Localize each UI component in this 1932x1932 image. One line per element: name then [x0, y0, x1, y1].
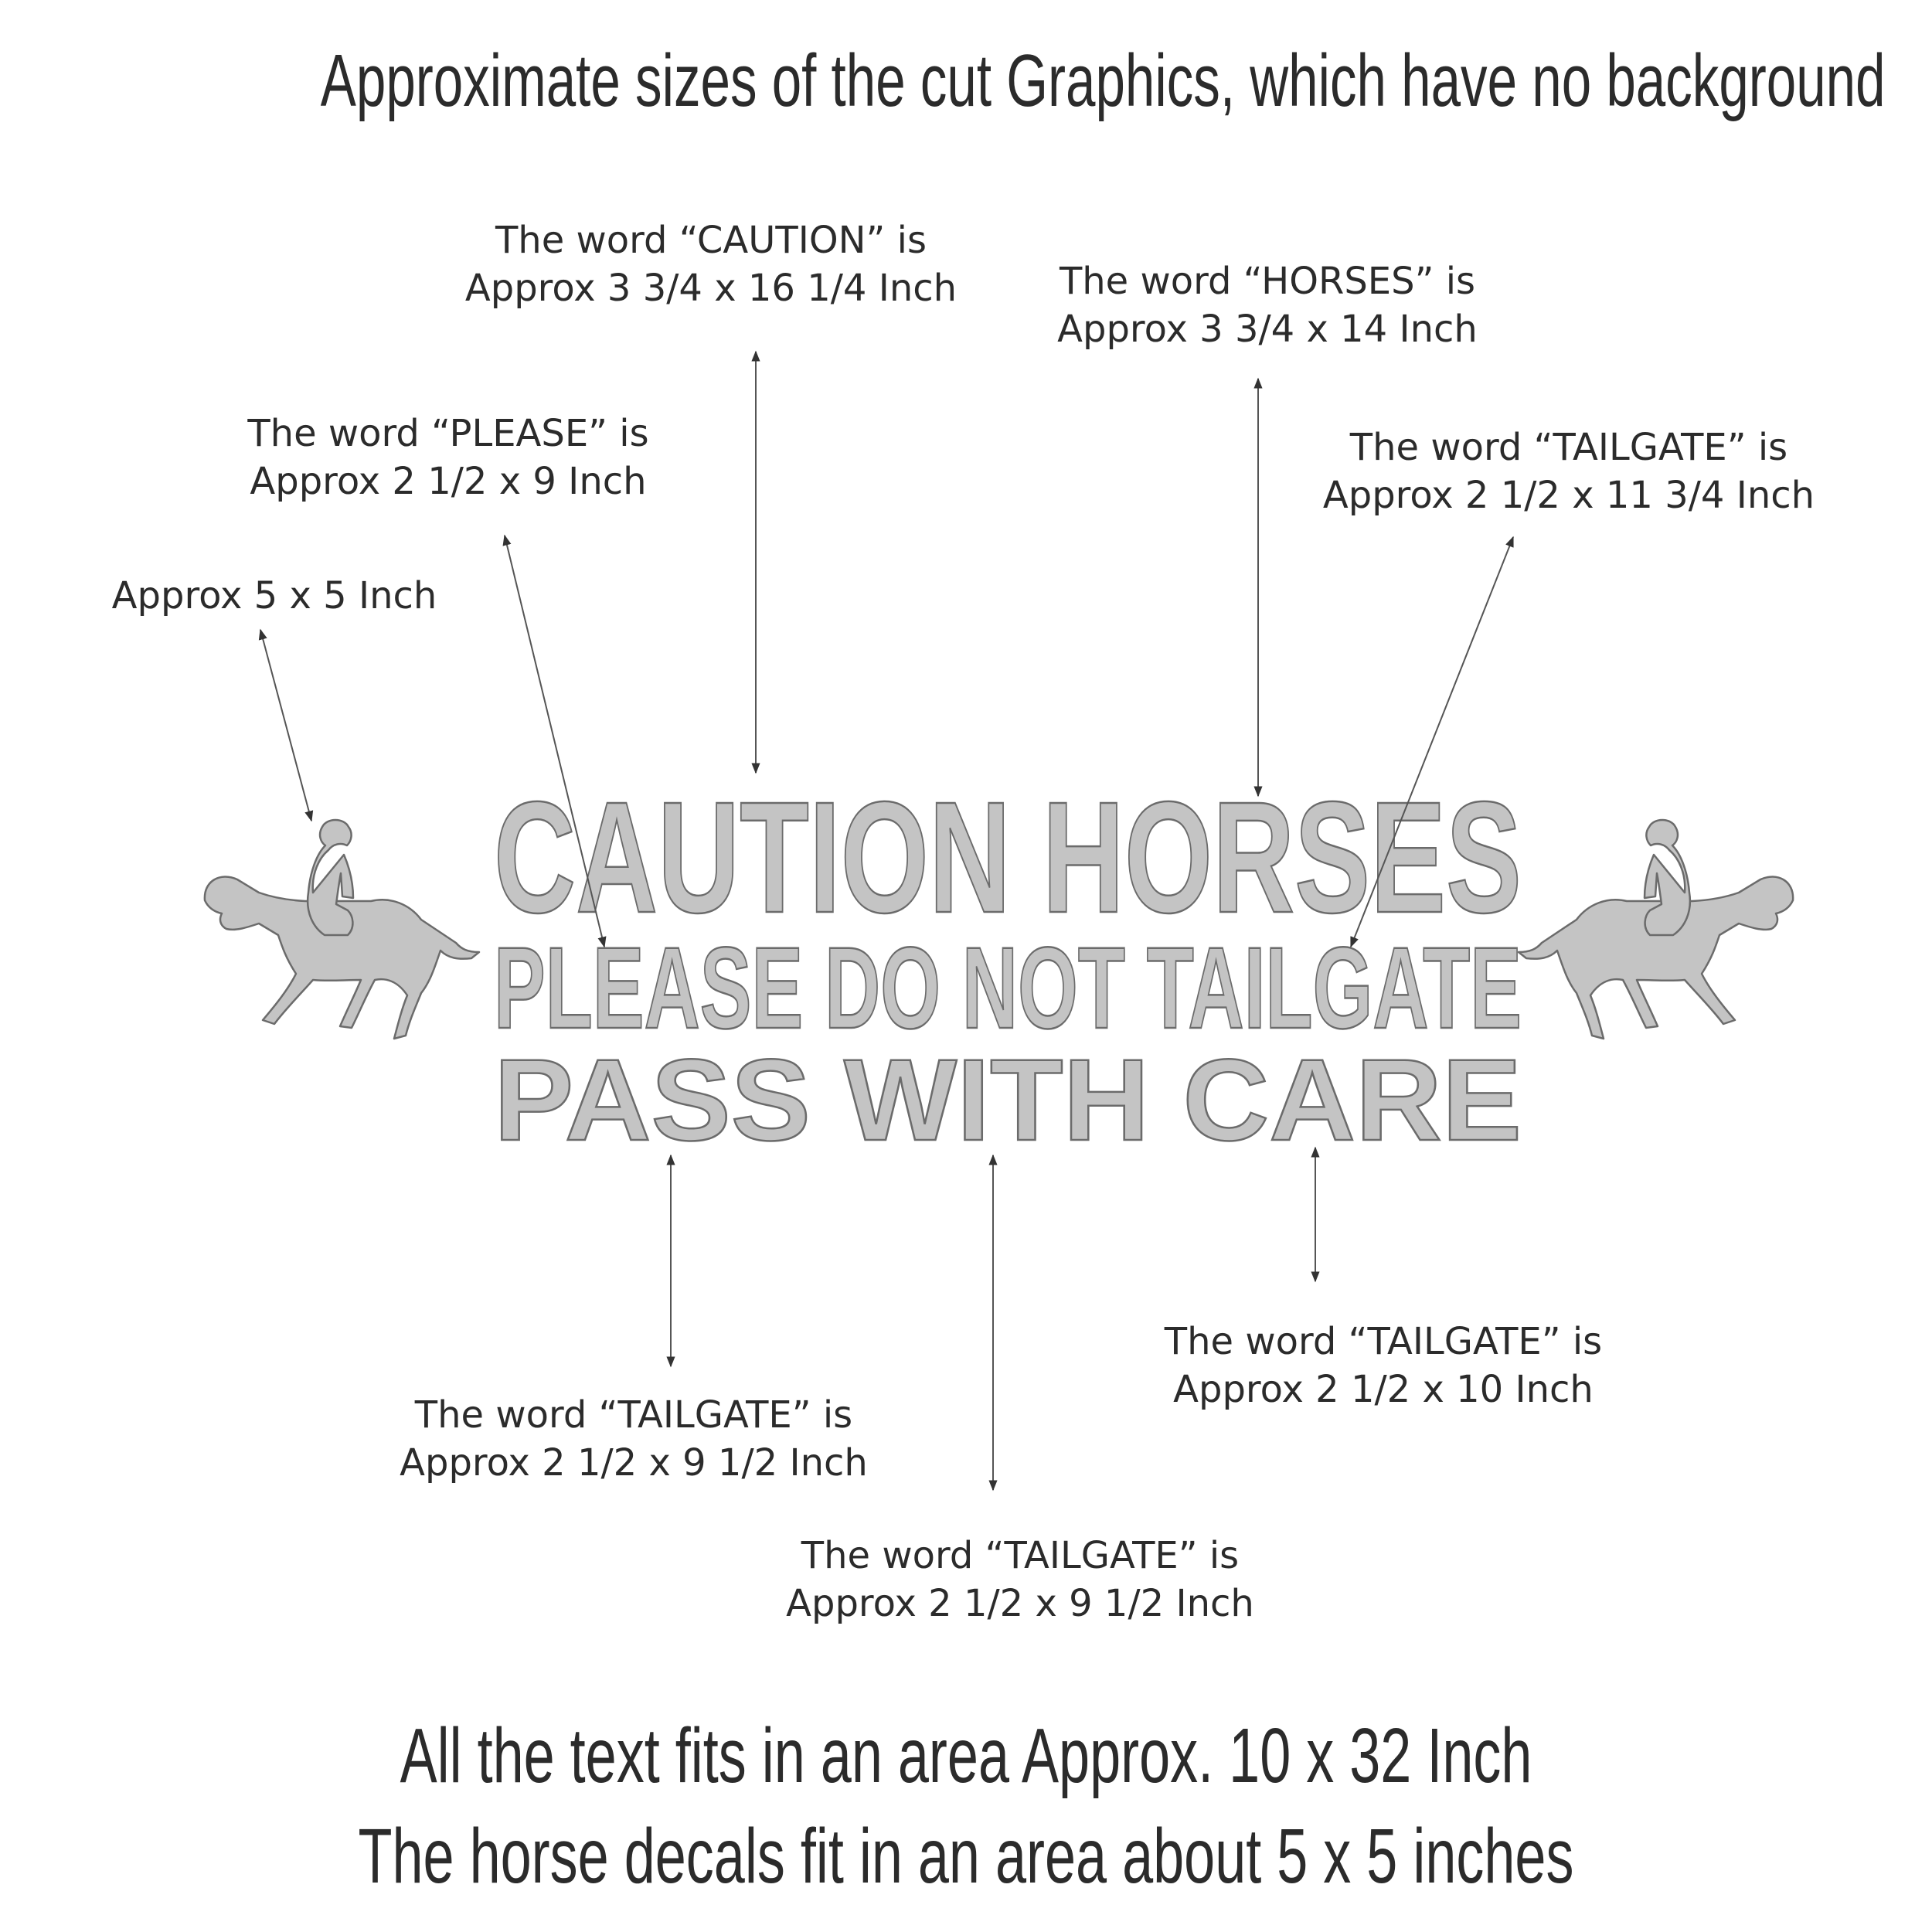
- label-tailgate-left-line1: The word “TAILGATE” is: [414, 1393, 853, 1437]
- label-caution-line2: Approx 3 3/4 x 16 1/4 Inch: [464, 267, 957, 310]
- decal-line1: CAUTION HORSES: [494, 769, 1522, 946]
- label-tailgate-top-line1: The word “TAILGATE” is: [1349, 426, 1788, 469]
- label-please-line2: Approx 2 1/2 x 9 Inch: [250, 460, 647, 503]
- label-please-line1: The word “PLEASE” is: [247, 412, 649, 455]
- label-horses-line1: The word “HORSES” is: [1059, 260, 1476, 303]
- horse-rider-left-icon: [205, 820, 479, 1039]
- page-title: Approximate sizes of the cut Graphics, which have no background: [320, 39, 1886, 122]
- label-tailgate-center-line2: Approx 2 1/2 x 9 1/2 Inch: [786, 1582, 1254, 1625]
- label-horses-line2: Approx 3 3/4 x 14 Inch: [1057, 308, 1478, 351]
- label-tailgate-center-line1: The word “TAILGATE” is: [801, 1534, 1240, 1577]
- footer-line1: All the text fits in an area Approx. 10 x 32 Inch: [400, 1713, 1532, 1799]
- label-caution-line1: The word “CAUTION” is: [495, 219, 927, 262]
- label-tailgate-top-line2: Approx 2 1/2 x 11 3/4 Inch: [1322, 474, 1815, 517]
- footer-line2: The horse decals fit in an area about 5 x 5 inches: [358, 1813, 1574, 1900]
- label-horse-size-line1: Approx 5 x 5 Inch: [111, 574, 437, 617]
- label-tailgate-left-line2: Approx 2 1/2 x 9 1/2 Inch: [400, 1441, 868, 1485]
- decal-line2: PLEASE DO NOT TAILGATE: [494, 923, 1522, 1053]
- horse-rider-right-icon: [1519, 820, 1793, 1039]
- label-tailgate-right-line1: The word “TAILGATE” is: [1164, 1320, 1603, 1363]
- label-tailgate-right-line2: Approx 2 1/2 x 10 Inch: [1173, 1368, 1594, 1411]
- decal-line3: PASS WITH CARE: [494, 1035, 1522, 1165]
- arrow-horse-size: [260, 630, 311, 821]
